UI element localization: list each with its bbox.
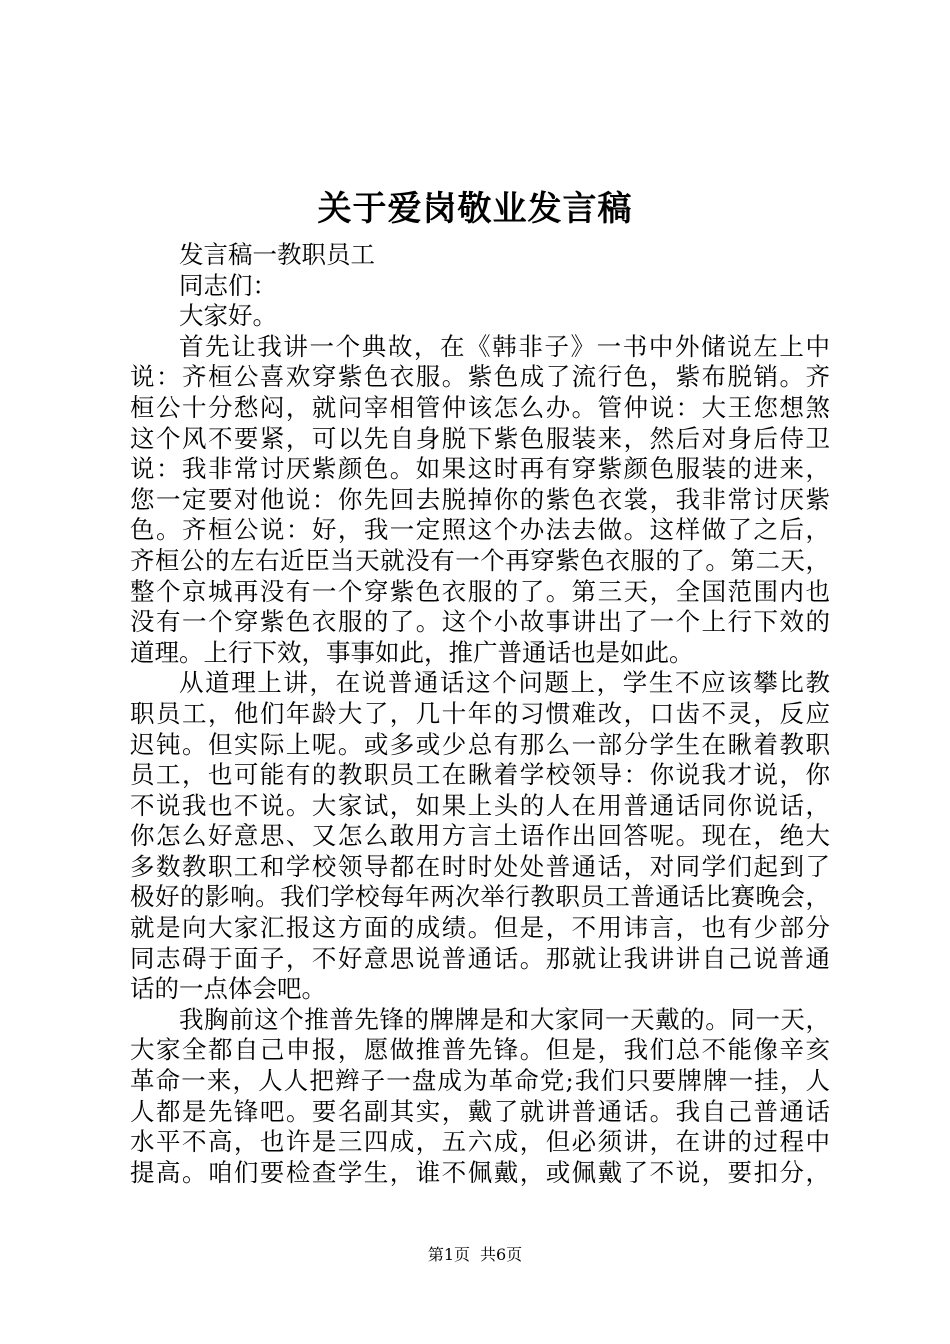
- page-total: 共6页: [480, 1245, 523, 1264]
- text-line: 从道理上讲，在说普通话这个问题上，学生不应该攀比教: [179, 668, 830, 698]
- text-line: 这个风不要紧，可以先自身脱下紫色服装来，然后对身后侍卫: [130, 423, 830, 453]
- text-line: 员工，也可能有的教职员工在瞅着学校领导：你说我才说，你: [130, 760, 830, 790]
- text-line: 就是向大家汇报这方面的成绩。但是，不用讳言，也有少部分: [130, 913, 830, 943]
- text-line: 发言稿一教职员工: [179, 240, 375, 269]
- text-line: 职员工，他们年龄大了，几十年的习惯难改，口齿不灵，反应: [130, 698, 830, 728]
- text-line: 色。齐桓公说：好，我一定照这个办法去做。这样做了之后，: [130, 515, 830, 545]
- text-line: 革命一来，人人把辫子一盘成为革命党;我们只要牌牌一挂，人: [130, 1066, 830, 1096]
- page-number: 第1页: [427, 1245, 470, 1264]
- text-line: 整个京城再没有一个穿紫色衣服的了。第三天，全国范围内也: [130, 576, 830, 606]
- text-line: 不说我也不说。大家试，如果上头的人在用普通话同你说话，: [130, 790, 830, 820]
- text-line: 人都是先锋吧。要名副其实，戴了就讲普通话。我自己普通话: [130, 1096, 830, 1126]
- text-line: 说：我非常讨厌紫颜色。如果这时再有穿紫颜色服装的进来，: [130, 454, 830, 484]
- text-line: 提高。咱们要检查学生，谁不佩戴，或佩戴了不说，要扣分，: [130, 1157, 830, 1187]
- text-line: 你怎么好意思、又怎么敢用方言土语作出回答呢。现在，绝大: [130, 821, 830, 851]
- text-line: 水平不高，也许是三四成，五六成，但必须讲，在讲的过程中: [130, 1127, 830, 1157]
- text-line: 我胸前这个推普先锋的牌牌是和大家同一天戴的。同一天，: [179, 1004, 830, 1034]
- text-line: 同志碍于面子，不好意思说普通话。那就让我讲讲自己说普通: [130, 943, 830, 973]
- text-line: 说：齐桓公喜欢穿紫色衣服。紫色成了流行色，紫布脱销。齐: [130, 362, 830, 392]
- text-line: 话的一点体会吧。: [130, 974, 326, 1004]
- text-line: 同志们：: [179, 270, 277, 300]
- text-line: 大家全都自己申报，愿做推普先锋。但是，我们总不能像辛亥: [130, 1035, 830, 1065]
- text-line: 极好的影响。我们学校每年两次举行教职员工普通话比赛晚会，: [130, 882, 830, 912]
- document-body: [130, 240, 830, 1188]
- text-line: 您一定要对他说：你先回去脱掉你的紫色衣裳，我非常讨厌紫: [130, 484, 830, 514]
- text-line: 大家好。: [179, 301, 277, 331]
- text-line: 迟钝。但实际上呢。或多或少总有那么一部分学生在瞅着教职: [130, 729, 830, 759]
- text-line: 桓公十分愁闷，就问宰相管仲该怎么办。管仲说：大王您想煞: [130, 392, 830, 422]
- text-line: 首先让我讲一个典故，在《韩非子》一书中外储说左上中: [179, 331, 830, 361]
- text-line: 道理。上行下效，事事如此，推广普通话也是如此。: [130, 637, 694, 667]
- document-title: 关于爱岗敬业发言稿: [317, 189, 633, 229]
- page-footer: [0, 1245, 950, 1265]
- text-line: 多数教职工和学校领导都在时时处处普通话，对同学们起到了: [130, 851, 830, 881]
- text-line: 没有一个穿紫色衣服的了。这个小故事讲出了一个上行下效的: [130, 607, 830, 637]
- text-line: 齐桓公的左右近臣当天就没有一个再穿紫色衣服的了。第二天，: [130, 545, 830, 575]
